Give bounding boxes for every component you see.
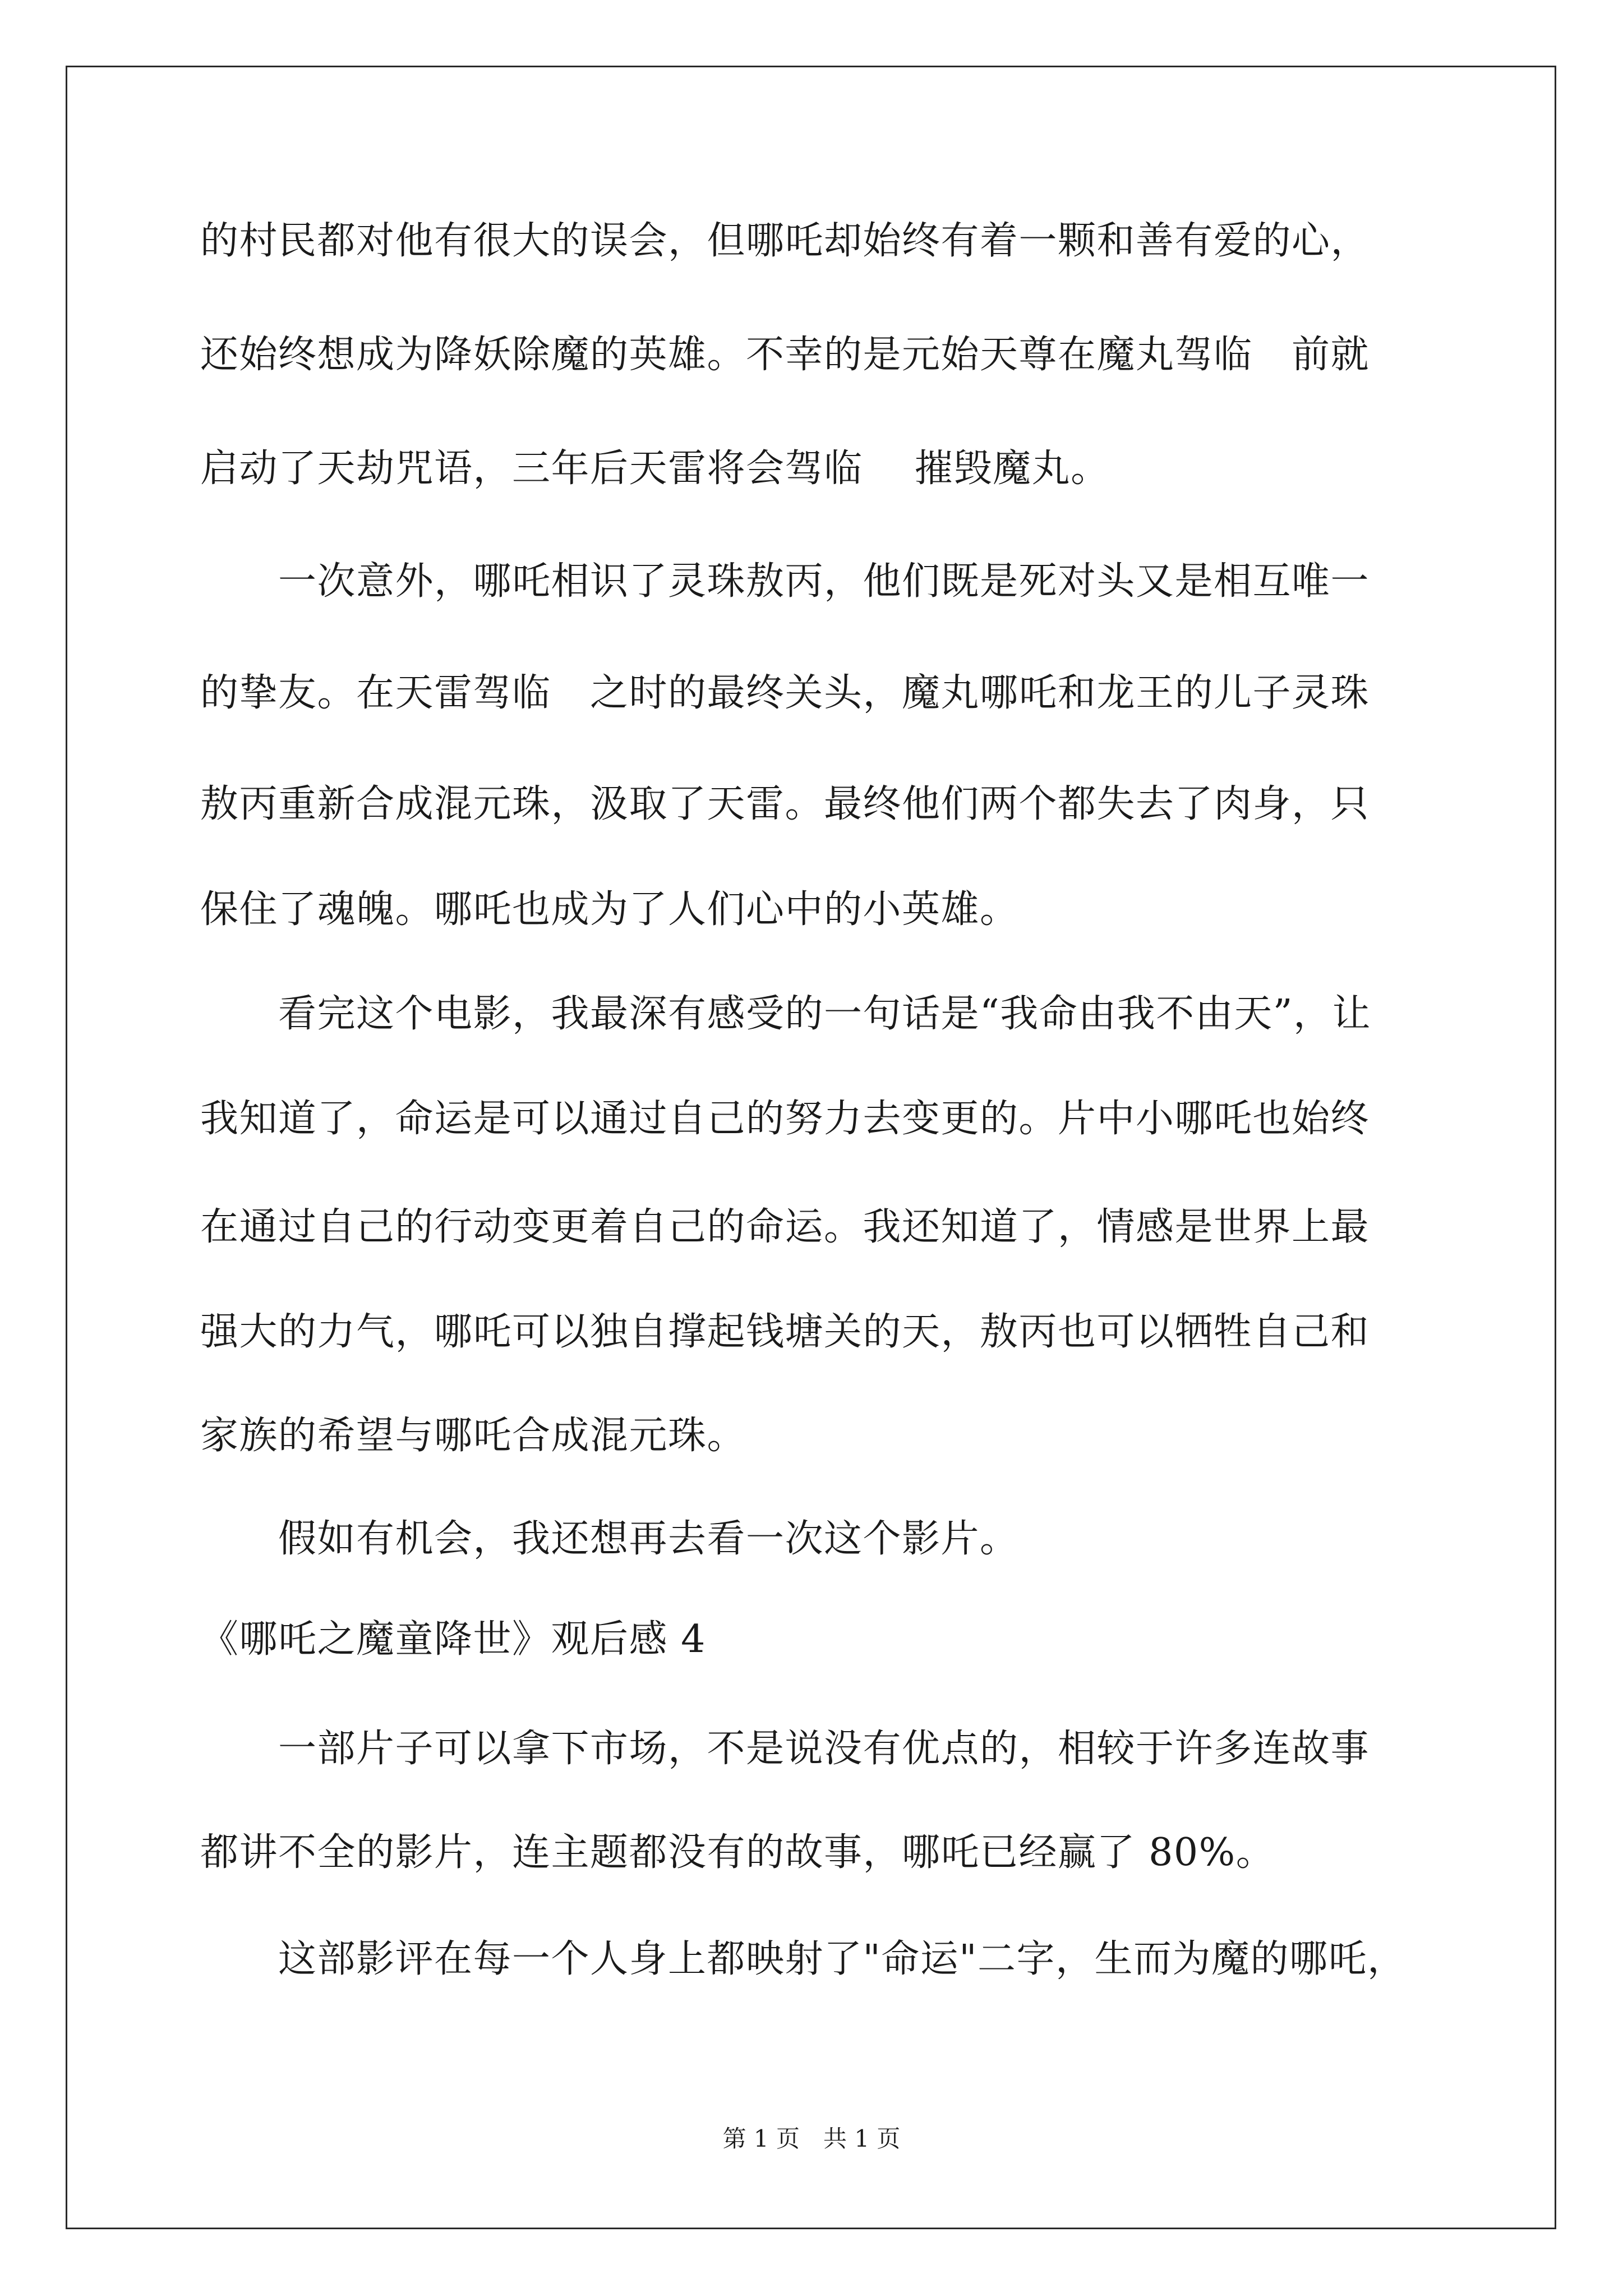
- paragraph-line: 一次意外，哪吒相识了灵珠敖丙，他们既是死对头又是相互唯一: [200, 559, 1370, 604]
- paragraph-line: 这部影评在每一个人身上都映射了"命运"二字，生而为魔的哪吒，: [200, 1937, 1407, 1981]
- paragraph-line: 我知道了，命运是可以通过自己的努力去变更的。片中小哪吒也始终: [200, 1097, 1370, 1141]
- paragraph-line: 家族的希望与哪吒合成混元珠。: [200, 1414, 746, 1458]
- paragraph-line: 强大的力气，哪吒可以独自撑起钱塘关的天，敖丙也可以牺牲自己和: [200, 1310, 1370, 1354]
- paragraph-line: 还始终想成为降妖除魔的英雄。不幸的是元始天尊在魔丸驾临 前就: [200, 333, 1370, 377]
- paragraph-line: 在通过自己的行动变更着自己的命运。我还知道了，情感是世界上最: [200, 1205, 1370, 1249]
- paragraph-line: 一部片子可以拿下市场，不是说没有优点的，相较于许多连故事: [200, 1727, 1370, 1771]
- paragraph-line: 都讲不全的影片，连主题都没有的故事，哪吒已经赢了 80%。: [200, 1830, 1275, 1875]
- paragraph-line: 的村民都对他有很大的误会，但哪吒却始终有着一颗和善有爱的心，: [200, 219, 1370, 263]
- paragraph-line: 假如有机会，我还想再去看一次这个影片。: [200, 1517, 1019, 1561]
- paragraph-line: 看完这个电影，我最深有感受的一句话是“我命由我不由天”，让: [200, 992, 1372, 1036]
- paragraph-line: 启动了天劫咒语，三年后天雷将会驾临 摧毁魔丸。: [200, 447, 1110, 491]
- page-number-footer: 第 1 页 共 1 页: [722, 2125, 901, 2152]
- paragraph-line: 保住了魂魄。哪吒也成为了人们心中的小英雄。: [200, 887, 1019, 932]
- paragraph-line: 的挚友。在天雷驾临 之时的最终关头，魔丸哪吒和龙王的儿子灵珠: [200, 671, 1370, 715]
- section-heading: 《哪吒之魔童降世》观后感 4: [200, 1617, 706, 1662]
- page-border: [66, 66, 1556, 2229]
- paragraph-line: 敖丙重新合成混元珠，汲取了天雷。最终他们两个都失去了肉身，只: [200, 782, 1370, 826]
